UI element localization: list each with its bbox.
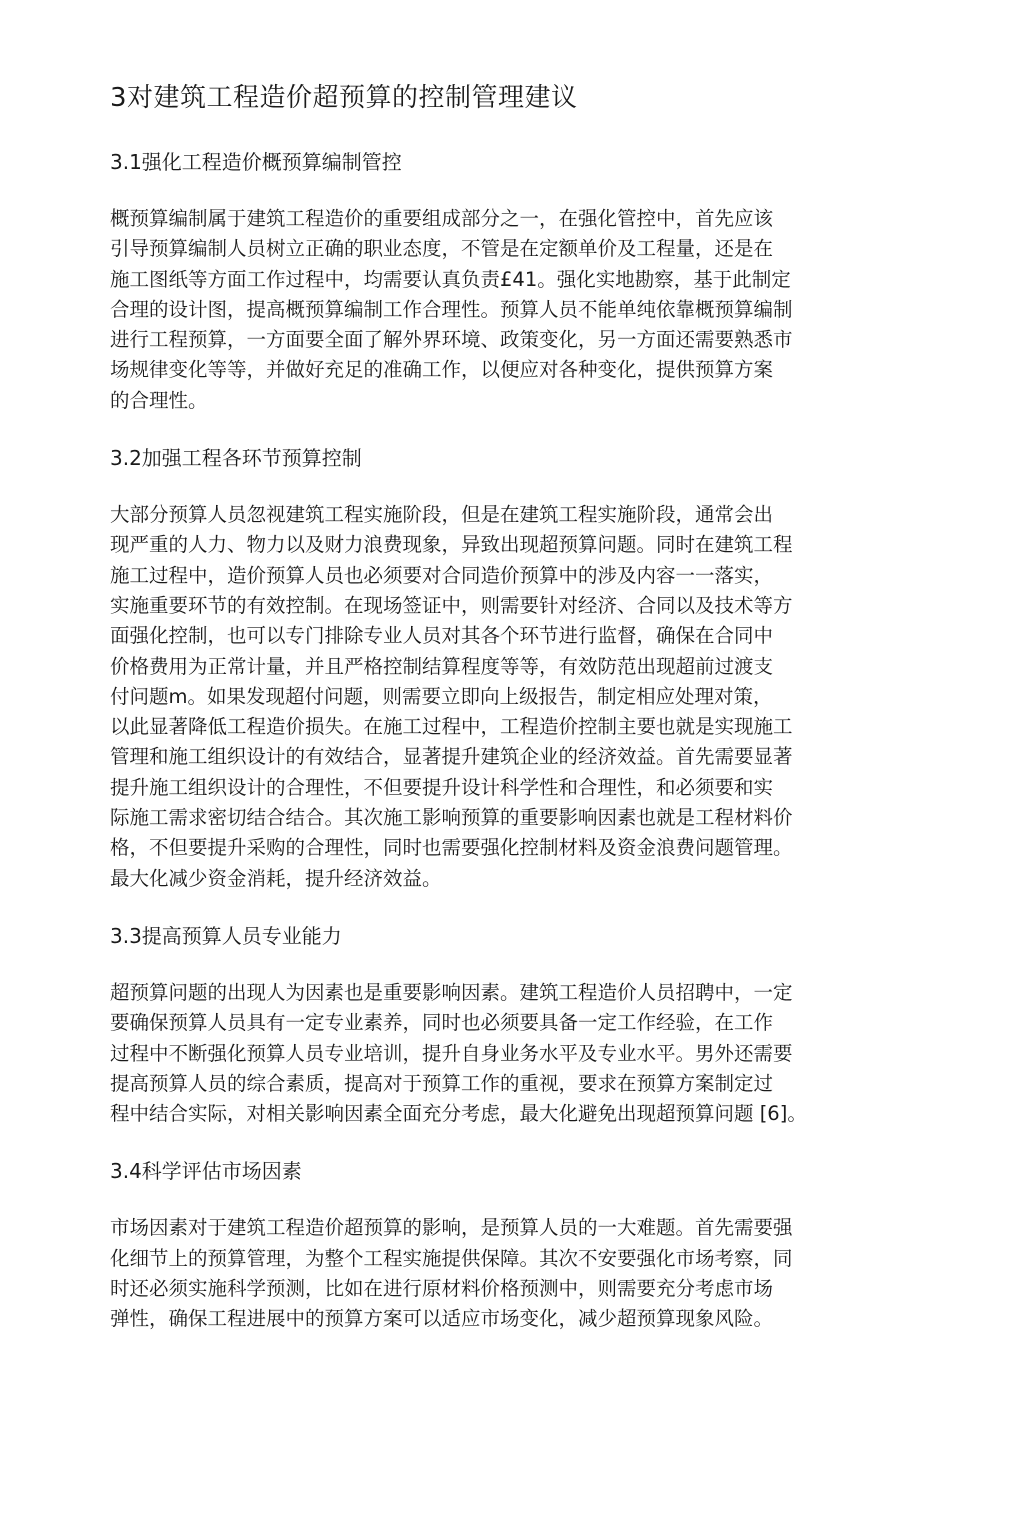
section-body-3-1: 概预算编制属于建筑工程造价的重要组成部分之一，在强化管控中，首先应该 引导预算编制人员树立正确的职业态度，不管是在定额单价及工程量，还是在 施工图纸等方面工作过程中，均需要认真负责£41。强化实地勘察，基于此制定 合理的设计图，提高概预算编制工作合理性。预算人员不能单纯依靠概预算编制 进行工程预算，一方面要全面了解外界环境、政策变化，另一方面还需要熟悉市 场规律变化等等，并做好充足的准确工作，以便应对各种变化，提供预算方案 的合理性。 <box>110 207 793 412</box>
section-body-3-2: 大部分预算人员忽视建筑工程实施阶段，但是在建筑工程实施阶段，通常会出 现严重的人力、物力以及财力浪费现象，异致出现超预算问题。同时在建筑工程 施工过程中，造价预算人员也必须要对合同造价预算中的涉及内容一一落实， 实施重要环节的有效控制。在现场签证中，则需要针对经济、合同以及技术等方 面强化控制，也可以专门排除专业人员对其各个环节进行监督，确保在合同中 价格费用为正常计量，并且严格控制结算程度等等，有效防范出现超前过渡支 付问题m。如果发现超付问题，则需要立即向上级报告，制定相应处理对策， 以此显著降低工程造价损失。在施工过程中，工程造价控制主要也就是实现施工 管理和施工组织设计的有效结合，显著提升建筑企业的经济效益。首先需要显著 提升施工组织设计的合理性，不但要提升设计科学性和合理性，和必须要和实 际施工需求密切结合结合。其次施工影响预算的重要影响因素也就是工程材料价 格，不但要提升采购的合理性，同时也需要强化控制材料及资金浪费问题管理。 最大化减少资金消耗，提升经济效益。 <box>110 503 793 890</box>
section-heading-3-3: 3.3提高预算人员专业能力 <box>110 923 342 948</box>
document-page <box>110 78 900 1361</box>
section-heading-3-2: 3.2加强工程各环节预算控制 <box>110 446 362 471</box>
section-heading-3-4: 3.4科学评估市场因素 <box>110 1159 302 1184</box>
section-heading-3-1: 3.1强化工程造价概预算编制管控 <box>110 150 402 174</box>
section-body-3-4: 市场因素对于建筑工程造价超预算的影响，是预算人员的一大难题。首先需要强 化细节上的预算管理，为整个工程实施提供保障。其次不安要强化市场考察，同 时还必须实施科学预测，比如在进行原材料价格预测中，则需要充分考虑市场 弹性，确保工程进展中的预算方案可以适应市场变化，减少超预算现象风险。 <box>110 1216 793 1331</box>
document-title: 3对建筑工程造价超预算的控制管理建议 <box>110 83 578 113</box>
section-body-3-3: 超预算问题的出现人为因素也是重要影响因素。建筑工程造价人员招聘中，一定 要确保预算人员具有一定专业素养，同时也必须要具备一定工作经验，在工作 过程中不断强化预算人员专业培训，提升自身业务水平及专业水平。男外还需要 提高预算人员的综合素质，提高对于预算工作的重视，要求在预算方案制定过 程中结合实际，对相关影响因素全面充分考虑，最大化避免出现超预算问题 [6]。 <box>110 980 807 1126</box>
